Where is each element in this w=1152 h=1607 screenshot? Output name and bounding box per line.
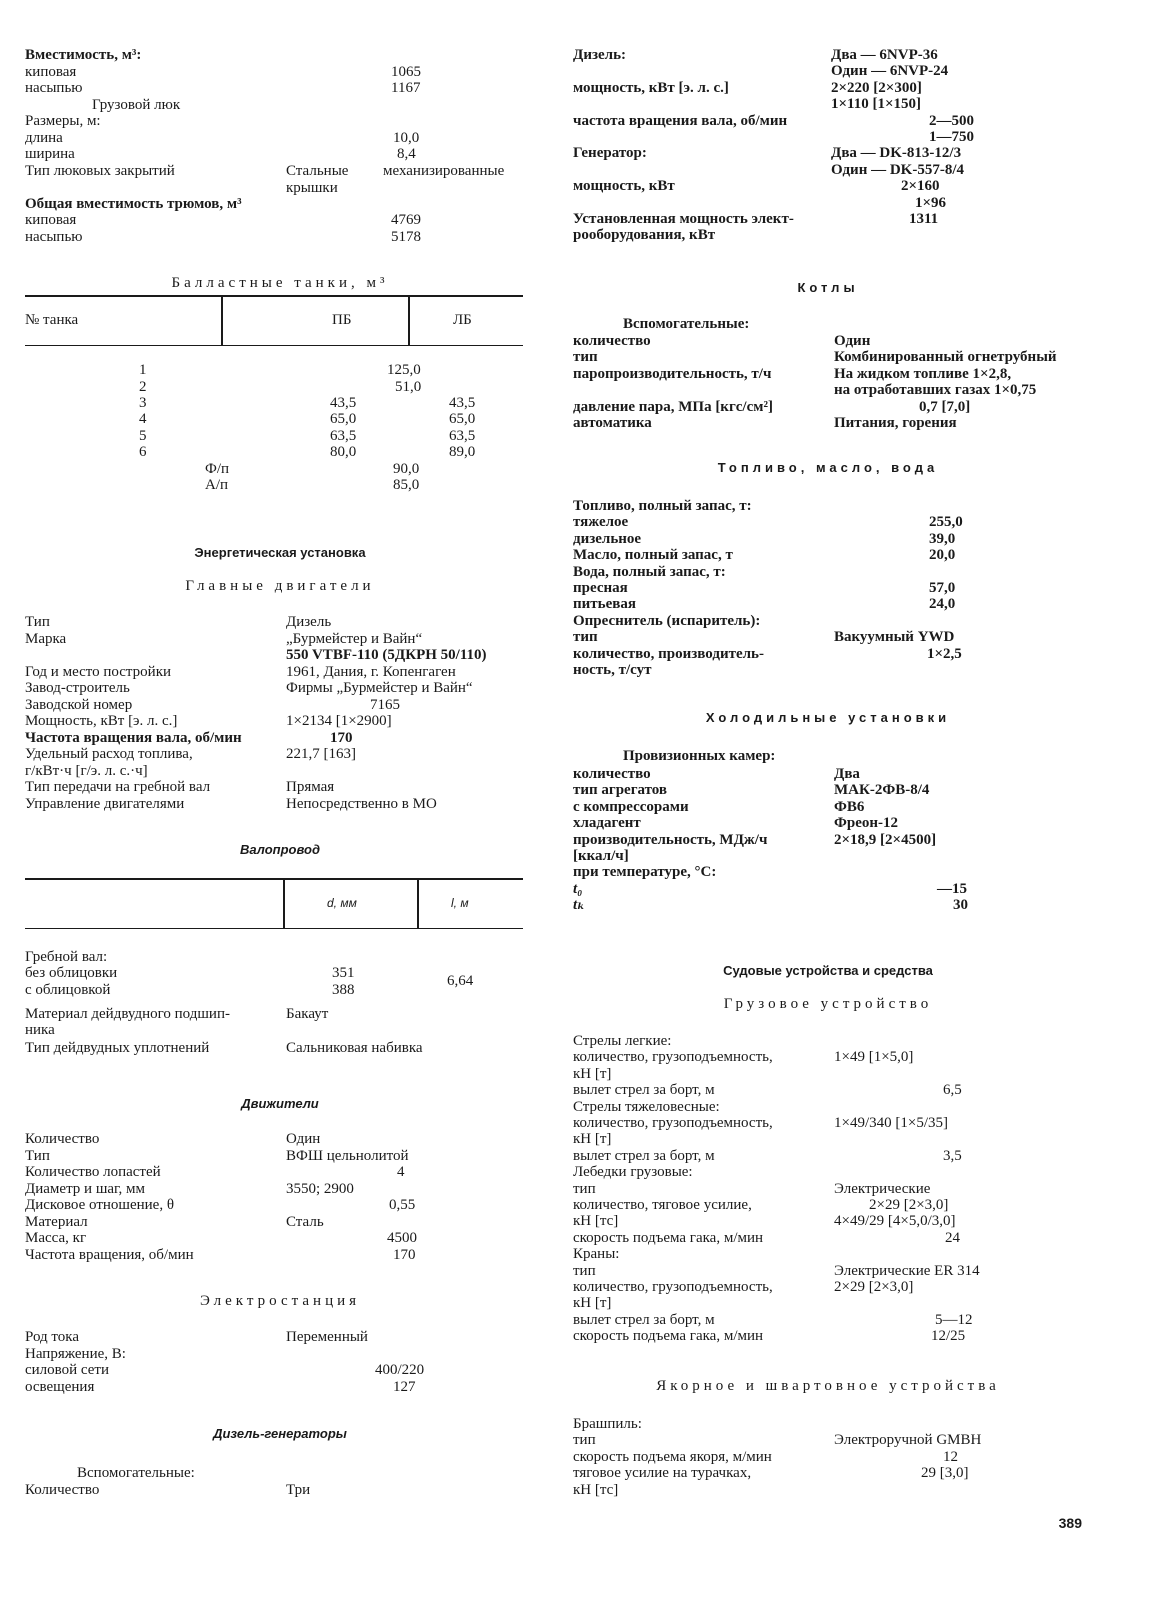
row-value: Сталь [286, 1214, 324, 1230]
row-value: Фреон-12 [834, 815, 899, 832]
section-title: Судовые устройства и средства [723, 963, 933, 978]
table-rule [408, 295, 410, 345]
row-value: Два — 6NVP-36 [831, 47, 938, 63]
row-value: 57,0 [929, 580, 956, 596]
tank-pb: 90,0 [393, 461, 420, 477]
row-label: количество, грузоподъемность, [573, 1115, 773, 1131]
row-value: ФВ6 [834, 798, 865, 815]
row-value: Бакаут [286, 1006, 329, 1022]
row-label: тип [573, 1262, 596, 1279]
row-value: 221,7 [163] [286, 746, 356, 762]
row-value: Вакуумный YWD [834, 629, 955, 646]
row-value: 1961, Дания, г. Копенгаген [286, 664, 456, 680]
row-value: 1×110 [1×150] [831, 96, 922, 113]
row-value: 2×29 [2×3,0] [869, 1197, 949, 1213]
row-label: мощность, кВт [э. л. с.] [573, 79, 729, 96]
row-value: 3550; 2900 [286, 1181, 354, 1197]
row-value: 24 [945, 1229, 960, 1246]
row-value: 1×2134 [1×2900] [286, 713, 392, 729]
row-value: Один — 6NVP-24 [831, 63, 949, 80]
row-label: длина [25, 130, 63, 146]
row-label: Частота вращения, об/мин [25, 1247, 194, 1263]
row-value: 2—500 [929, 112, 974, 129]
row-label: киповая [25, 212, 77, 228]
anchor-title: Якорное и швартовное устройства [656, 1378, 1000, 1394]
row-value: 8,4 [397, 146, 416, 162]
row-value: 5—12 [935, 1311, 973, 1328]
row-label: Частота вращения вала, об/мин [25, 730, 242, 746]
row-label: количество, тяговое усилие, [573, 1197, 752, 1213]
row-label: Род тока [25, 1329, 79, 1345]
row-label: мощность, кВт [573, 178, 675, 195]
row-label: кН [т] [573, 1295, 612, 1312]
row-label: Тип дейдвудных уплотнений [25, 1040, 210, 1056]
row-value: крышки [286, 180, 338, 196]
row-label: тяговое усилие на турачках, [573, 1465, 752, 1482]
column-header: ПБ [332, 312, 352, 328]
row-label: производительность, МДж/ч [573, 831, 768, 848]
row-label: г/кВт·ч [г/э. л. с.·ч] [25, 763, 148, 779]
row-label: [ккал/ч] [573, 848, 629, 864]
power-station-title: Электростанция [199, 1293, 361, 1309]
row-label: пресная [573, 580, 628, 596]
propellers-title: Движители [241, 1096, 319, 1111]
row-value: Один [834, 333, 871, 349]
row-value: Дизель [286, 614, 332, 630]
table-rule [283, 878, 285, 928]
row-label: tₖ [573, 897, 586, 914]
row-value: 2×160 [901, 178, 940, 195]
row-label: Марка [25, 631, 67, 647]
row-label: количество, грузоподъемность, [573, 1049, 773, 1066]
tank-lb: 89,0 [449, 444, 476, 460]
row-label: Вода, полный запас, т: [573, 563, 726, 580]
row-value: Питания, горения [834, 415, 957, 431]
row-label: Масло, полный запас, т [573, 547, 733, 564]
row-value: 20,0 [929, 547, 956, 564]
row-value: 10,0 [393, 130, 420, 146]
row-label: Заводской номер [25, 697, 133, 713]
row-label: Дизель: [573, 47, 626, 63]
row-value: На жидком топливе 1×2,8, [834, 365, 1012, 382]
column-header: l, м [451, 896, 469, 910]
tank-no: 4 [139, 411, 147, 427]
row-value: 127 [393, 1379, 416, 1395]
refrigeration-subtitle: Провизионных камер: [623, 748, 776, 764]
row-value: 400/220 [375, 1362, 425, 1378]
tank-lb: 65,0 [449, 411, 476, 427]
tank-pb: 63,5 [330, 428, 357, 444]
tank-pb: 51,0 [395, 379, 422, 395]
row-value: 1065 [391, 64, 421, 80]
ballast-title: Балластные танки, м³ [171, 275, 389, 291]
tank-no: А/п [205, 477, 229, 493]
tank-pb: 85,0 [393, 477, 420, 493]
row-label: вылет стрел за борт, м [573, 1082, 715, 1099]
row-label: Топливо, полный запас, т: [573, 498, 752, 514]
row-label: при температуре, °С: [573, 864, 717, 881]
row-value: Два — DK-813-12/3 [831, 145, 962, 162]
row-label: автоматика [573, 415, 652, 431]
row-label: тип [573, 629, 598, 646]
row-label: Удельный расход топлива, [25, 746, 193, 762]
row-value: „Бурмейстер и Вайн“ [286, 631, 423, 647]
tank-pb: 80,0 [330, 444, 357, 460]
row-value: 1×2,5 [927, 645, 962, 662]
tank-no: 1 [139, 362, 147, 378]
row-label: дизельное [573, 530, 642, 547]
row-value: механизированные [383, 163, 505, 179]
row-value: Комбинированный огнетрубный [834, 349, 1057, 366]
shaft-title: Гребной вал: [25, 949, 108, 965]
row-value: ВФШ цельнолитой [286, 1148, 409, 1164]
row-value: 170 [393, 1247, 416, 1263]
row-value: 1×96 [915, 194, 947, 211]
table-rule [25, 878, 523, 880]
row-value: 12/25 [931, 1328, 966, 1345]
row-value: Электроручной GMBH [834, 1432, 982, 1449]
row-value: Два [834, 766, 860, 782]
row-label: рооборудования, кВт [573, 227, 716, 244]
row-value: 7165 [370, 697, 400, 713]
row-label: ника [25, 1022, 55, 1038]
row-value: Прямая [286, 779, 335, 795]
refrigeration-title: Холодильные установки [705, 710, 951, 725]
row-label: тип [573, 1180, 596, 1197]
row-value: на отработавших газах 1×0,75 [834, 382, 1037, 399]
row-label: скорость подъема гака, м/мин [573, 1229, 764, 1246]
row-label: тип агрегатов [573, 782, 668, 799]
row-value: 2×18,9 [2×4500] [834, 831, 937, 848]
row-value: Электрические ER 314 [834, 1262, 980, 1279]
row-label: Мощность, кВт [э. л. с.] [25, 713, 178, 729]
row-value: 39,0 [929, 530, 956, 547]
row-label: Краны: [573, 1246, 620, 1263]
row-label: Стрелы тяжеловесные: [573, 1098, 720, 1115]
row-label: вылет стрел за борт, м [573, 1311, 715, 1328]
row-label: Брашпиль: [573, 1416, 642, 1432]
row-value: 388 [332, 982, 355, 998]
table-rule [25, 345, 523, 346]
row-value: Один — DK-557-8/4 [831, 161, 965, 178]
boilers-title: Котлы [797, 280, 859, 295]
row-label: Год и место постройки [25, 664, 172, 680]
row-value: 24,0 [929, 596, 956, 613]
aux-title: Вспомогательные: [77, 1465, 195, 1481]
row-value: Фирмы „Бурмейстер и Вайн“ [286, 680, 473, 696]
row-value: 4500 [387, 1230, 417, 1246]
row-value: 550 VTBF-110 (5ДКРН 50/110) [286, 647, 487, 663]
column-header: d, мм [327, 896, 357, 910]
row-value: Переменный [286, 1329, 368, 1345]
row-value: 1—750 [929, 129, 974, 145]
column-header: № танка [25, 312, 79, 328]
row-label: кН [тс] [573, 1213, 619, 1230]
row-label: Количество лопастей [25, 1164, 161, 1180]
row-value: 6,5 [943, 1082, 962, 1099]
row-label: Завод-строитель [25, 680, 130, 696]
row-label: t₀ [573, 880, 583, 897]
row-value: 30 [953, 897, 968, 914]
tank-lb: 63,5 [449, 428, 476, 444]
row-label: кН [т] [573, 1131, 612, 1148]
row-value: 12 [943, 1448, 958, 1465]
row-label: ность, т/сут [573, 662, 652, 678]
row-label: частота вращения вала, об/мин [573, 112, 788, 129]
row-value: 1×49/340 [1×5/35] [834, 1115, 948, 1131]
row-label: насыпью [25, 229, 83, 245]
fuel-title: Топливо, масло, вода [717, 460, 939, 475]
row-value: 1311 [909, 211, 939, 227]
row-label: тип [573, 349, 598, 366]
row-label: кН [тс] [573, 1481, 619, 1498]
table-rule [25, 295, 523, 297]
row-value: 2×220 [2×300] [831, 79, 922, 96]
tank-no: 2 [139, 379, 147, 395]
row-value: Один [286, 1131, 321, 1147]
tank-pb: 43,5 [330, 395, 357, 411]
row-label: питьевая [573, 596, 636, 613]
row-value: 1167 [391, 80, 421, 96]
row-value: 170 [330, 730, 353, 746]
capacity-title: Вместимость, м³: [25, 47, 142, 63]
row-label: ширина [25, 146, 75, 162]
row-label: скорость подъема якоря, м/мин [573, 1448, 772, 1465]
row-label: Лебедки грузовые: [573, 1164, 693, 1181]
tank-lb: 43,5 [449, 395, 476, 411]
row-label: хладагент [573, 815, 641, 832]
row-value: 4×49/29 [4×5,0/3,0] [834, 1213, 956, 1230]
tank-no: 5 [139, 428, 147, 444]
row-label: Масса, кг [25, 1230, 87, 1246]
row-label: насыпью [25, 80, 83, 96]
row-label: Тип [25, 614, 50, 630]
row-label: количество, грузоподъемность, [573, 1279, 773, 1295]
row-label: тип [573, 1432, 596, 1449]
shafting-title: Валопровод [240, 842, 320, 857]
row-label: Тип [25, 1148, 50, 1164]
row-value: 4 [397, 1164, 405, 1180]
row-label: Тип передачи на гребной вал [25, 779, 211, 795]
row-label: Генератор: [573, 145, 647, 162]
row-value: 4769 [391, 212, 421, 228]
row-label: освещения [25, 1379, 95, 1395]
diesel-generators-title: Дизель-генераторы [213, 1426, 347, 1441]
row-label: Материал [25, 1214, 88, 1230]
tank-no: 6 [139, 444, 147, 460]
row-value: 29 [3,0] [921, 1465, 969, 1482]
table-rule [221, 295, 223, 345]
row-label: Управление двигателями [25, 796, 185, 812]
row-value: 3,5 [943, 1147, 962, 1164]
row-label: вылет стрел за борт, м [573, 1147, 715, 1164]
row-value: Сальниковая набивка [286, 1040, 423, 1056]
tank-no: 3 [139, 395, 147, 411]
row-label: Опреснитель (испаритель): [573, 612, 761, 629]
tank-pb: 125,0 [387, 362, 421, 378]
row-label: Количество [25, 1482, 100, 1498]
row-label: силовой сети [25, 1362, 110, 1378]
row-label: без облицовки [25, 965, 118, 981]
row-label: Диаметр и шаг, мм [25, 1181, 145, 1197]
row-value: Электрические [834, 1180, 931, 1197]
cargo-title: Грузовое устройство [723, 996, 933, 1012]
row-value: 5178 [391, 229, 421, 245]
hatch-title: Грузовой люк [92, 97, 181, 113]
column-header: ЛБ [453, 312, 472, 328]
row-label: количество [573, 333, 651, 349]
row-label: с облицовкой [25, 982, 111, 998]
row-value: Стальные [286, 163, 349, 179]
tank-pb: 65,0 [330, 411, 357, 427]
sizes-title: Размеры, м: [25, 113, 101, 129]
tank-no: Ф/п [205, 461, 230, 477]
row-label: кН [т] [573, 1065, 612, 1082]
row-label: Количество [25, 1131, 100, 1147]
row-value: 2×29 [2×3,0] [834, 1279, 914, 1295]
row-label: с компрессорами [573, 798, 689, 815]
row-label: тяжелое [573, 514, 629, 531]
row-label: Тип люковых закрытий [25, 163, 175, 179]
table-rule [25, 928, 523, 929]
row-value: 351 [332, 965, 355, 981]
row-value: Три [286, 1482, 311, 1498]
row-value: 0,55 [389, 1197, 416, 1213]
row-label: Стрелы легкие: [573, 1033, 672, 1049]
row-label: скорость подъема гака, м/мин [573, 1328, 764, 1345]
row-label: паропроизводительность, т/ч [573, 365, 772, 382]
row-value: Непосредственно в МО [286, 796, 437, 812]
row-value: —15 [937, 880, 967, 897]
aux-title: Вспомогательные: [623, 316, 750, 332]
row-label: киповая [25, 64, 77, 80]
row-label: Материал дейдвудного подшип- [25, 1006, 230, 1022]
row-label: Установленная мощность элект- [573, 211, 794, 227]
total-capacity-title: Общая вместимость трюмов, м³ [25, 196, 242, 212]
section-title: Энергетическая установка [194, 545, 366, 560]
row-value: 6,64 [447, 973, 474, 989]
row-value: 1×49 [1×5,0] [834, 1049, 914, 1066]
row-value: МАК-2ФВ-8/4 [834, 782, 930, 799]
row-label: количество [573, 766, 651, 782]
table-rule [417, 878, 419, 928]
voltage-title: Напряжение, В: [25, 1346, 126, 1362]
row-label: Дисковое отношение, θ [25, 1197, 175, 1213]
row-label: количество, производитель- [573, 645, 764, 662]
page-number: 389 [1058, 1515, 1082, 1531]
row-value: 255,0 [929, 514, 963, 531]
row-label: давление пара, МПа [кгс/см²] [573, 398, 773, 415]
main-engines-title: Главные двигатели [185, 578, 375, 594]
row-value: 0,7 [7,0] [919, 398, 971, 415]
